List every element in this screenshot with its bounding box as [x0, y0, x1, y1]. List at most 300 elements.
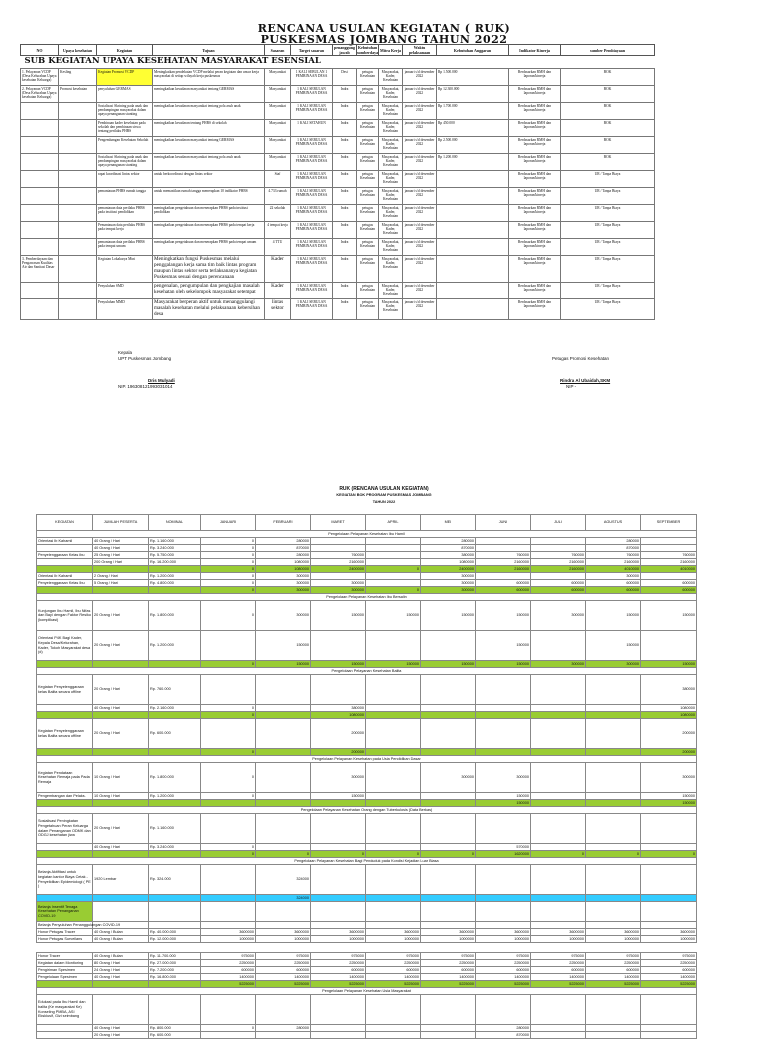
schedule-cell [256, 1032, 311, 1039]
ruk-cell-no [21, 119, 59, 136]
ruk-row [21, 170, 655, 187]
schedule-cell [149, 800, 201, 807]
schedule-cell [149, 851, 201, 858]
schedule-cell: 4010000 [586, 566, 641, 573]
schedule-cell: Penyelenggaraan Kelas Ibu [37, 580, 93, 587]
schedule-row [37, 981, 697, 988]
schedule-cell [37, 800, 93, 807]
schedule-cell [641, 902, 697, 922]
schedule-cell [586, 763, 641, 793]
schedule-cell [366, 895, 421, 902]
schedule-row [37, 953, 697, 960]
ruk-cell-waktu: januari s/d desember 2022 [403, 204, 437, 221]
schedule-row [37, 902, 697, 922]
schedule-cell: 5 Orang / Hari [93, 580, 149, 587]
schedule-cell [531, 712, 586, 719]
schedule-cell: 300000 [531, 601, 586, 631]
schedule-cell [531, 719, 586, 749]
schedule-cell [201, 895, 256, 902]
schedule-cell: 3600000 [476, 929, 531, 936]
ruk-cell-sd: petugas Kesehatan [357, 85, 379, 102]
ruk-cell-waktu: januari s/d desember 2022 [403, 187, 437, 204]
schedule-header-cell: KEGIATAN [37, 515, 93, 531]
schedule-cell [311, 865, 366, 895]
schedule-cell: 4010000 [641, 566, 697, 573]
ruk-table [20, 44, 655, 320]
schedule-cell: Kunjungan Ibu Hamil, Ibu Nifas dan Bayi dengan Faktor Resiko (komplikasi) [37, 601, 93, 631]
schedule-cell [366, 1032, 421, 1039]
ruk-cell-waktu: januari s/d desember 2022 [403, 255, 437, 282]
schedule-cell [37, 661, 93, 668]
ruk-cell-target: 1 KALI SEBULAN PEMBINAAN DESA [291, 282, 333, 298]
schedule-cell [586, 712, 641, 719]
ruk-cell-no [21, 170, 59, 187]
schedule-cell: 600000 [586, 967, 641, 974]
schedule-cell: 200000 [641, 719, 697, 749]
schedule-cell: 150000 [421, 601, 476, 631]
schedule-cell [366, 712, 421, 719]
schedule-cell: 280000 [421, 538, 476, 545]
ruk-cell-sumber: UR / Tanpa Biaya [561, 187, 655, 204]
ruk-cell-mitra: Masyarakat, Kader, Kesehatan [379, 170, 403, 187]
schedule-cell: 600000 [531, 580, 586, 587]
schedule-cell [476, 538, 531, 545]
schedule-section-row [37, 531, 697, 538]
schedule-cell [366, 902, 421, 922]
ruk-cell-indikator: Berdasarkan RMH dan laporan/kinerja [509, 136, 561, 153]
schedule-cell [421, 705, 476, 712]
schedule-cell: 300000 [476, 763, 531, 793]
schedule-cell: 2250000 [586, 960, 641, 967]
ruk-cell-no: 3. Pemberdayaan dan Pengawasan Kualitas Air dan Sanitasi Dasar [21, 255, 59, 282]
schedule-cell: 870000 [476, 1032, 531, 1039]
ruk-cell-upaya [59, 136, 97, 153]
schedule-header-cell: JUMLAH PESERTA [93, 515, 149, 531]
ruk-cell-kegiatan: Kegiatan Promosi VCDP [97, 68, 153, 85]
schedule-cell: 760000 [531, 552, 586, 559]
schedule-section-label: Pengelolaan Pelayanan Kesehatan Ibu Hamil [37, 531, 697, 538]
schedule-cell [531, 573, 586, 580]
schedule-cell: 1080000 [256, 559, 311, 566]
schedule-cell [586, 719, 641, 749]
ruk-cell-waktu: januari s/d desember 2022 [403, 238, 437, 255]
schedule-cell: 1000000 [256, 936, 311, 943]
schedule-cell: 600000 [366, 967, 421, 974]
schedule-cell: 975000 [641, 953, 697, 960]
schedule-header-cell: NOMINAL [149, 515, 201, 531]
schedule-cell [37, 587, 93, 594]
schedule-section-label: Pengelolaan Pelayanan Kesehatan Balita [37, 668, 697, 675]
schedule-cell [531, 844, 586, 851]
schedule-cell [421, 793, 476, 800]
schedule-cell [476, 865, 531, 895]
ruk-cell-pj: Indra [333, 85, 357, 102]
ruk-row [21, 68, 655, 85]
ruk-cell-waktu: januari s/d desember 2022 [403, 119, 437, 136]
schedule-cell: Rp. 800.000 [149, 1025, 201, 1032]
schedule-cell [149, 587, 201, 594]
schedule-cell [149, 922, 201, 929]
ruk-cell-sumber: UR / Tanpa Biaya [561, 298, 655, 319]
schedule-cell: 2250000 [421, 960, 476, 967]
schedule-cell: Pengiriman Spesimen [37, 967, 93, 974]
schedule-row [37, 601, 697, 631]
schedule-header-row [37, 515, 697, 531]
schedule-cell: 975000 [421, 953, 476, 960]
schedule-cell: 150000 [476, 800, 531, 807]
ruk-cell-sasaran: 4.733 rumah [265, 187, 291, 204]
schedule-cell: 2160000 [311, 559, 366, 566]
schedule-cell: 0 [201, 793, 256, 800]
schedule-cell: 760000 [641, 552, 697, 559]
schedule-row [37, 538, 697, 545]
schedule-cell: Rp. 600.000 [149, 719, 201, 749]
schedule-cell [476, 902, 531, 922]
ruk-cell-kegiatan: pemantauan data perilaku PHBS pada institusi pendidikan [97, 204, 153, 221]
schedule-cell [256, 763, 311, 793]
schedule-cell [201, 800, 256, 807]
schedule-cell [531, 675, 586, 705]
ruk-cell-mitra: Masyarakat, Kader, Kesehatan [379, 282, 403, 298]
schedule-row [37, 763, 697, 793]
schedule-cell: 870000 [256, 545, 311, 552]
schedule-cell: 20 Orang / Hari [93, 814, 149, 844]
schedule-cell: 5225000 [476, 981, 531, 988]
schedule-cell [586, 675, 641, 705]
ruk-cell-mitra: Masyarakat, Kader, Kesehatan [379, 102, 403, 119]
schedule-cell [586, 800, 641, 807]
ruk-cell-mitra: Masyarakat, Kader, Kesehatan [379, 255, 403, 282]
schedule-cell [421, 800, 476, 807]
ruk-cell-kegiatan: Pembinaan kader kesehatan pada sekolah dan pembinaan siswa tentang perilaku PHBS [97, 119, 153, 136]
ruk-cell-tujuan: meningkatkan pengetahuan dan menerapkan PHBS pada tempat kerja [153, 221, 265, 238]
ruk-cell-pj: Indra [333, 136, 357, 153]
schedule-cell [366, 631, 421, 661]
ruk-cell-pj: Indra [333, 170, 357, 187]
schedule-row [37, 895, 697, 902]
schedule-cell: Rp. 1.200.000 [149, 573, 201, 580]
schedule-row [37, 587, 697, 594]
ruk-cell-sd: petugas Kesehatan [357, 68, 379, 85]
schedule-cell [366, 1025, 421, 1032]
schedule-cell: 0 [201, 749, 256, 756]
ruk-cell-upaya [59, 153, 97, 170]
schedule-cell: 40 Orang / Bulan [93, 936, 149, 943]
schedule-cell: 150000 [641, 601, 697, 631]
schedule-cell [586, 895, 641, 902]
ruk-cell-target: 1 KALI SEBULAN PEMBINAAN DESA [291, 85, 333, 102]
schedule-cell [531, 705, 586, 712]
schedule-row [37, 974, 697, 981]
ruk-cell-indikator: Berdasarkan RMH dan laporan/kinerja [509, 170, 561, 187]
schedule-cell: 0 [366, 851, 421, 858]
ruk-cell-waktu: januari s/d desember 2022 [403, 68, 437, 85]
schedule-cell: 2160000 [531, 559, 586, 566]
schedule-row [37, 929, 697, 936]
schedule-section-label: Pengelolaan Pelayanan Kesehatan Orang dengan Tuberkulosis (Data Berkas) [37, 807, 697, 814]
schedule-cell: 200 Orang / Hari [93, 559, 149, 566]
schedule-row [37, 552, 697, 559]
schedule-cell: Pengembangan dan Pelaks. [37, 793, 93, 800]
ruk-cell-indikator: Berdasarkan RMH dan laporan/kinerja [509, 204, 561, 221]
ruk-cell-anggaran: Rp 1.200.000 [437, 153, 509, 170]
schedule-cell [93, 851, 149, 858]
ruk-row [21, 204, 655, 221]
schedule-row [37, 967, 697, 974]
schedule-cell [37, 1032, 93, 1039]
schedule-cell [531, 895, 586, 902]
schedule-cell: Rp. 5.750.000 [149, 552, 201, 559]
schedule-cell: 600000 [586, 587, 641, 594]
schedule-cell [641, 995, 697, 1025]
schedule-cell [531, 800, 586, 807]
schedule-cell: 600000 [476, 580, 531, 587]
ruk-cell-indikator: Berdasarkan RMH dan laporan/kinerja [509, 68, 561, 85]
schedule-cell [149, 712, 201, 719]
ruk-cell-target: 1 KALI SEBULAN PEMBINAAN DESA [291, 221, 333, 238]
schedule-cell: 0 [201, 601, 256, 631]
schedule-cell: 300000 [311, 587, 366, 594]
schedule-cell: 300000 [586, 661, 641, 668]
schedule-cell: 0 [586, 851, 641, 858]
schedule-cell: 570000 [476, 844, 531, 851]
schedule-cell [476, 995, 531, 1025]
schedule-cell [421, 814, 476, 844]
schedule-cell: 300000 [256, 573, 311, 580]
schedule-cell: Rp. 1.200.000 [149, 793, 201, 800]
schedule-cell [93, 995, 149, 1025]
schedule-cell [476, 922, 531, 929]
schedule-cell [421, 712, 476, 719]
schedule-cell [201, 814, 256, 844]
schedule-cell [366, 559, 421, 566]
ruk-cell-sasaran: Masyarakat [265, 68, 291, 85]
schedule-cell: 40 Orang / Hari [93, 1025, 149, 1032]
schedule-cell: 1400000 [586, 974, 641, 981]
schedule-cell: Sosialisasi Peningkatan Pengetahuan Peran Keluarga dalam Penanganan ODMK dan ODGJ kesehatan jiwa [37, 814, 93, 844]
ruk-header-row [21, 45, 655, 56]
schedule-cell [531, 865, 586, 895]
schedule-cell [421, 749, 476, 756]
schedule-cell: Rp. 760.000 [149, 675, 201, 705]
schedule-cell: 0 [201, 580, 256, 587]
schedule-cell: 5225000 [421, 981, 476, 988]
ruk-cell-sumber: UR / Tanpa Biaya [561, 221, 655, 238]
schedule-cell [201, 865, 256, 895]
schedule-cell [421, 902, 476, 922]
schedule-cell [311, 922, 366, 929]
ruk-cell-indikator: Berdasarkan RMH dan laporan/kinerja [509, 187, 561, 204]
signature-right-name: Rindra Al Ubaidah,SKM [560, 378, 611, 383]
schedule-cell: 600000 [531, 587, 586, 594]
schedule-cell: 0 [201, 587, 256, 594]
schedule-cell [531, 763, 586, 793]
schedule-cell [149, 661, 201, 668]
ruk-cell-indikator: Berdasarkan RMH dan laporan/kinerja [509, 282, 561, 298]
ruk-cell-kegiatan: rapat koordinasi lintas sektor [97, 170, 153, 187]
schedule-cell: 5225000 [201, 981, 256, 988]
ruk-cell-indikator: Berdasarkan RMH dan laporan/kinerja [509, 102, 561, 119]
schedule-cell [256, 902, 311, 922]
schedule-cell: 1000000 [641, 936, 697, 943]
schedule-header-cell: APRIL [366, 515, 421, 531]
schedule-row [37, 566, 697, 573]
schedule-cell [586, 1025, 641, 1032]
document-title: RENCANA USULAN KEGIATAN ( RUK) [257, 22, 511, 35]
ruk-cell-tujuan: meningkatkan kesadaran masyarakat tentang pola asuh anak [153, 102, 265, 119]
document-subtitle: PUSKESMAS JOMBANG TAHUN 2022 [260, 33, 508, 46]
schedule-cell [586, 922, 641, 929]
ruk-cell-tujuan: untuk memastikan rumah tangga menerapkan 10 indikator PHBS [153, 187, 265, 204]
schedule-cell: 0 [421, 851, 476, 858]
ruk-cell-no [21, 187, 59, 204]
ruk-cell-target: 1 KALI SEBULAN PEMBINAAN DESA [291, 255, 333, 282]
schedule-cell [93, 587, 149, 594]
schedule-cell: 280000 [256, 538, 311, 545]
schedule-cell: 600000 [531, 967, 586, 974]
schedule-cell: 380000 [311, 705, 366, 712]
ruk-cell-kegiatan: Kegiatan Lokakarya Mini [97, 255, 153, 282]
schedule-cell: 5225000 [531, 981, 586, 988]
schedule-cell [93, 902, 149, 922]
ruk-row [21, 119, 655, 136]
schedule-section-row [37, 807, 697, 814]
schedule-cell: 600000 [476, 967, 531, 974]
schedule-cell: 1400000 [256, 974, 311, 981]
schedule-cell [201, 902, 256, 922]
ruk-cell-kegiatan: Penyuluhan MMD [97, 298, 153, 319]
schedule-cell: 300000 [256, 580, 311, 587]
schedule-cell: 0 [531, 851, 586, 858]
ruk-cell-mitra: Masyarakat, Kader, Kesehatan [379, 119, 403, 136]
schedule-cell [149, 995, 201, 1025]
ruk-header-cell: Kebutuhan Anggaran [437, 45, 509, 56]
ruk-cell-anggaran [437, 187, 509, 204]
ruk-cell-mitra: Masyarakat, Kader, Kesehatan [379, 238, 403, 255]
schedule-cell [149, 902, 201, 922]
ruk-cell-waktu: januari s/d desember 2022 [403, 102, 437, 119]
ruk-cell-sumber: BOK [561, 153, 655, 170]
ruk-cell-tujuan: meningkatkan kesadaran tentang PHBS di sekolah [153, 119, 265, 136]
schedule-cell: 150000 [586, 631, 641, 661]
ruk-header-cell: penanggung jawab [334, 45, 355, 55]
signature-right-role: Petugas Promosi Kesehatan [552, 356, 610, 361]
schedule-cell: 0 [641, 851, 697, 858]
schedule-row [37, 865, 697, 895]
schedule-cell: 0 [366, 566, 421, 573]
ruk-cell-upaya: Promosi kesehatan [59, 85, 97, 102]
schedule-cell: 24 Orang / Hari [93, 967, 149, 974]
schedule-row [37, 719, 697, 749]
schedule-cell: 600000 [421, 967, 476, 974]
ruk-cell-sd: petugas Kesehatan [357, 136, 379, 153]
schedule-section-row [37, 594, 697, 601]
ruk-cell-sd: petugas Kesehatan [357, 187, 379, 204]
schedule-cell [366, 538, 421, 545]
schedule-cell: 2250000 [366, 960, 421, 967]
ruk-cell-mitra: Masyarakat, Kader, Kesehatan [379, 204, 403, 221]
ruk-cell-sasaran: Masyarakat [265, 85, 291, 102]
schedule-cell [586, 793, 641, 800]
ruk-cell-upaya [59, 204, 97, 221]
schedule-cell: Kegiatan Penyelenggaraan kelas Balita secara offline [37, 675, 93, 705]
ruk-row [21, 282, 655, 298]
schedule-cell: 5225000 [366, 981, 421, 988]
ruk-cell-indikator: Berdasarkan RMH dan laporan/kinerja [509, 153, 561, 170]
schedule-cell [201, 631, 256, 661]
ruk-cell-anggaran [437, 238, 509, 255]
schedule-cell [586, 1032, 641, 1039]
ruk-cell-kegiatan: penyuluhan GERMAS [97, 85, 153, 102]
ruk-cell-sasaran: Kader [265, 255, 291, 282]
ruk-cell-mitra: Masyarakat, Kader, Kesehatan [379, 153, 403, 170]
schedule-cell: 150000 [256, 661, 311, 668]
schedule-cell: 300000 [421, 763, 476, 793]
schedule-cell: 0 [201, 712, 256, 719]
ruk-cell-sumber: BOK [561, 102, 655, 119]
schedule-cell [421, 1025, 476, 1032]
ruk-cell-tujuan: Masyarakat berperan aktif untuk menanggulangi masalah kesehatan melalui pelaksanaan kebersihan desa [153, 298, 265, 319]
ruk-cell-tujuan: meningkatkan kesadaran masyarakat tentang GERMAS [153, 136, 265, 153]
ruk-cell-indikator: Berdasarkan RMH dan laporan/kinerja [509, 238, 561, 255]
signature-left-name: Dris Mulyadi [148, 378, 175, 383]
schedule-cell [421, 719, 476, 749]
schedule-cell [421, 1032, 476, 1039]
schedule-cell: 20 Orang / Hari [93, 631, 149, 661]
schedule-cell: Rp. 1.200.000 [149, 631, 201, 661]
schedule-cell [37, 844, 93, 851]
schedule-cell [586, 814, 641, 844]
schedule-cell [476, 545, 531, 552]
schedule-cell: Rp. 600.000 [149, 1032, 201, 1039]
schedule-cell [586, 995, 641, 1025]
schedule-cell [366, 719, 421, 749]
schedule-cell: Rp. 1.800.000 [149, 763, 201, 793]
schedule-cell: Kegiatan dalam Monitoring [37, 960, 93, 967]
schedule-cell: Edukasi pada Ibu Hamil dan balita (Ke masyarakat Ke) Konseling PMBA, ASI Eksklusif, Gizi seimbang [37, 995, 93, 1025]
schedule-section-row [37, 668, 697, 675]
schedule-cell: 5225000 [311, 981, 366, 988]
ruk-cell-mitra: Masyarakat, Kader, Kesehatan [379, 68, 403, 85]
schedule-cell [641, 538, 697, 545]
schedule-cell [586, 902, 641, 922]
ruk-cell-anggaran [437, 170, 509, 187]
schedule-cell: 40 Orang / Hari [93, 705, 149, 712]
schedule-cell [311, 573, 366, 580]
schedule-cell [476, 675, 531, 705]
ruk-header-cell: Tujuan [153, 45, 265, 56]
schedule-cell: 300000 [311, 763, 366, 793]
ruk-cell-pj: Indra [333, 204, 357, 221]
schedule-cell [531, 995, 586, 1025]
schedule-cell [366, 580, 421, 587]
schedule-cell: 2400000 [421, 566, 476, 573]
ruk-cell-target: 1 KALI SEBULAN PEMBINAAN DESA [291, 204, 333, 221]
ruk-cell-waktu: januari s/d desember 2022 [403, 282, 437, 298]
ruk-cell-sd: petugas Kesehatan [357, 204, 379, 221]
schedule-cell [256, 844, 311, 851]
schedule-cell: 2160000 [586, 559, 641, 566]
schedule-section-label: Pengelolaan Pelayanan Kesehatan pada Usia Pendidikan Dasar [37, 756, 697, 763]
schedule-cell: 300000 [256, 601, 311, 631]
ruk-cell-tujuan: meningkatkan pengetahuan dan menerapkan PHBS pada tempat umum [153, 238, 265, 255]
schedule-cell: Belanja Penyuluhan Penanggulangan COVID-19 [38, 922, 121, 927]
ruk-cell-upaya [59, 170, 97, 187]
schedule-cell: 0 [201, 552, 256, 559]
schedule-cell [256, 749, 311, 756]
schedule-cell: 3600000 [311, 929, 366, 936]
schedule-cell: 2250000 [311, 960, 366, 967]
